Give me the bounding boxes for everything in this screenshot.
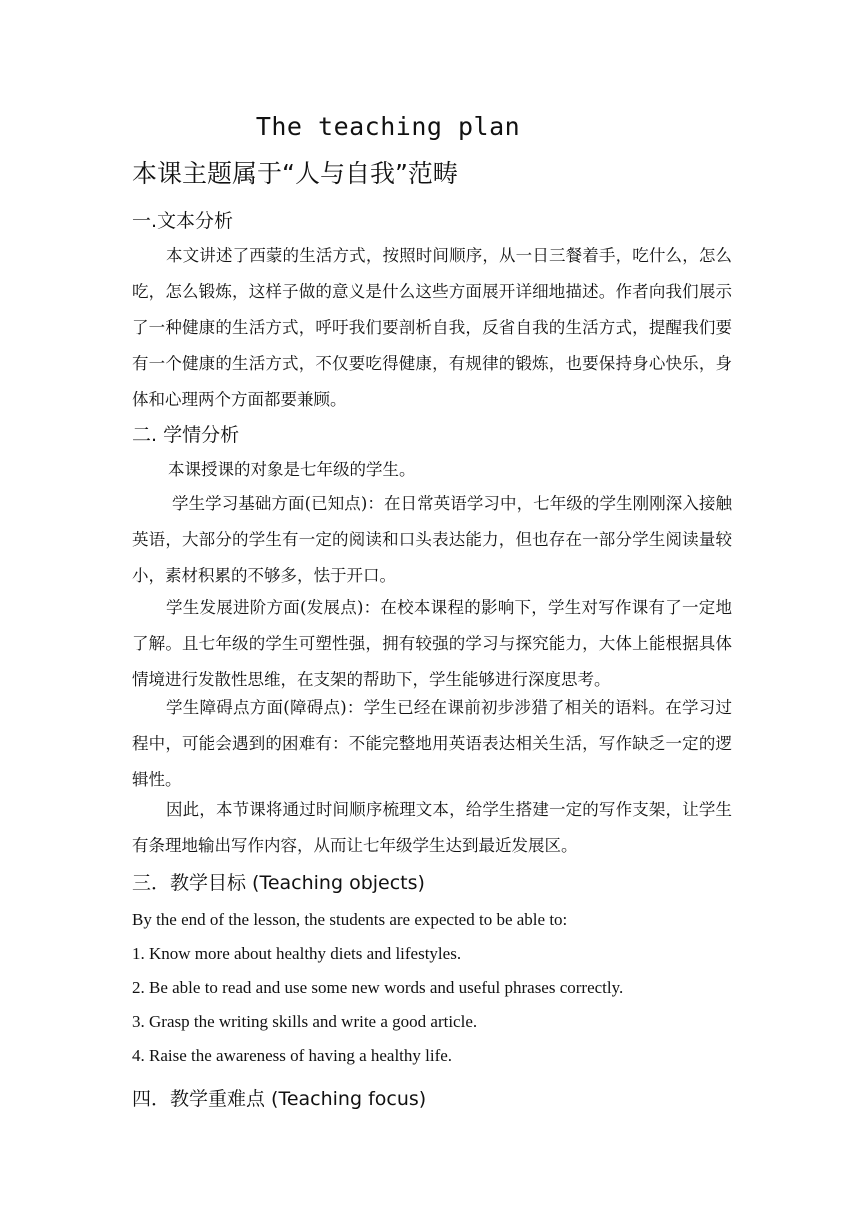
document-title: The teaching plan (255, 112, 521, 141)
section-heading-text-analysis: 一.文本分析 (132, 210, 234, 232)
section-heading-student-analysis: 二. 学情分析 (132, 424, 240, 446)
objective-item: 3. Grasp the writing skills and write a good article. (132, 1012, 478, 1031)
heading-text: 三．教学目标 (Teaching objects) (132, 872, 425, 894)
document-subtitle: 本课主题属于“人与自我”范畴 (132, 159, 458, 188)
paragraph-student-basis: 学生学习基础方面(已知点)：在日常英语学习中，七年级的学生刚刚深入接触英语，大部分的学生有一定的阅读和口头表达能力，但也存在一部分学生阅读量较小，素材积累的不够多，怯于开口。 (132, 494, 732, 585)
paragraph-student-development: 学生发展进阶方面(发展点)：在校本课程的影响下，学生对写作课有了一定地了解。且七年级的学生可塑性强，拥有较强的学习与探究能力，大体上能根据具体情境进行发散性思维，在支架的帮助下，学生能够进行深度思考。 (132, 598, 732, 689)
objectives-intro: By the end of the lesson, the students are expected to be able to: (132, 910, 568, 929)
objective-item: 1. Know more about healthy diets and lifestyles. (132, 944, 462, 963)
paragraph-conclusion: 因此，本节课将通过时间顺序梳理文本，给学生搭建一定的写作支架，让学生有条理地输出写作内容，从而让七年级学生达到最近发展区。 (132, 800, 732, 855)
paragraph-student-target: 本课授课的对象是七年级的学生。 (168, 460, 416, 479)
objective-item: 4. Raise the awareness of having a healthy life. (132, 1046, 453, 1065)
paragraph-text-analysis: 本文讲述了西蒙的生活方式，按照时间顺序，从一日三餐着手，吃什么，怎么吃，怎么锻炼，这样子做的意义是什么这些方面展开详细地描述。作者向我们展示了一种健康的生活方式，呼吁我们要剖析自我，反省自我的生活方式，提醒我们要有一个健康的生活方式，不仅要吃得健康，有规律的锻炼，也要保持身心快乐，身体和心理两个方面都要兼顾。 (132, 246, 732, 409)
section-heading-teaching-focus: 四．教学重难点 (Teaching focus) (132, 1088, 427, 1110)
objective-item: 2. Be able to read and use some new words and useful phrases correctly. (132, 978, 624, 997)
section-heading-teaching-objects (132, 868, 425, 895)
paragraph-student-obstacles: 学生障碍点方面(障碍点)：学生已经在课前初步涉猎了相关的语料。在学习过程中，可能会遇到的困难有：不能完整地用英语表达相关生活，写作缺乏一定的逻辑性。 (132, 698, 732, 789)
